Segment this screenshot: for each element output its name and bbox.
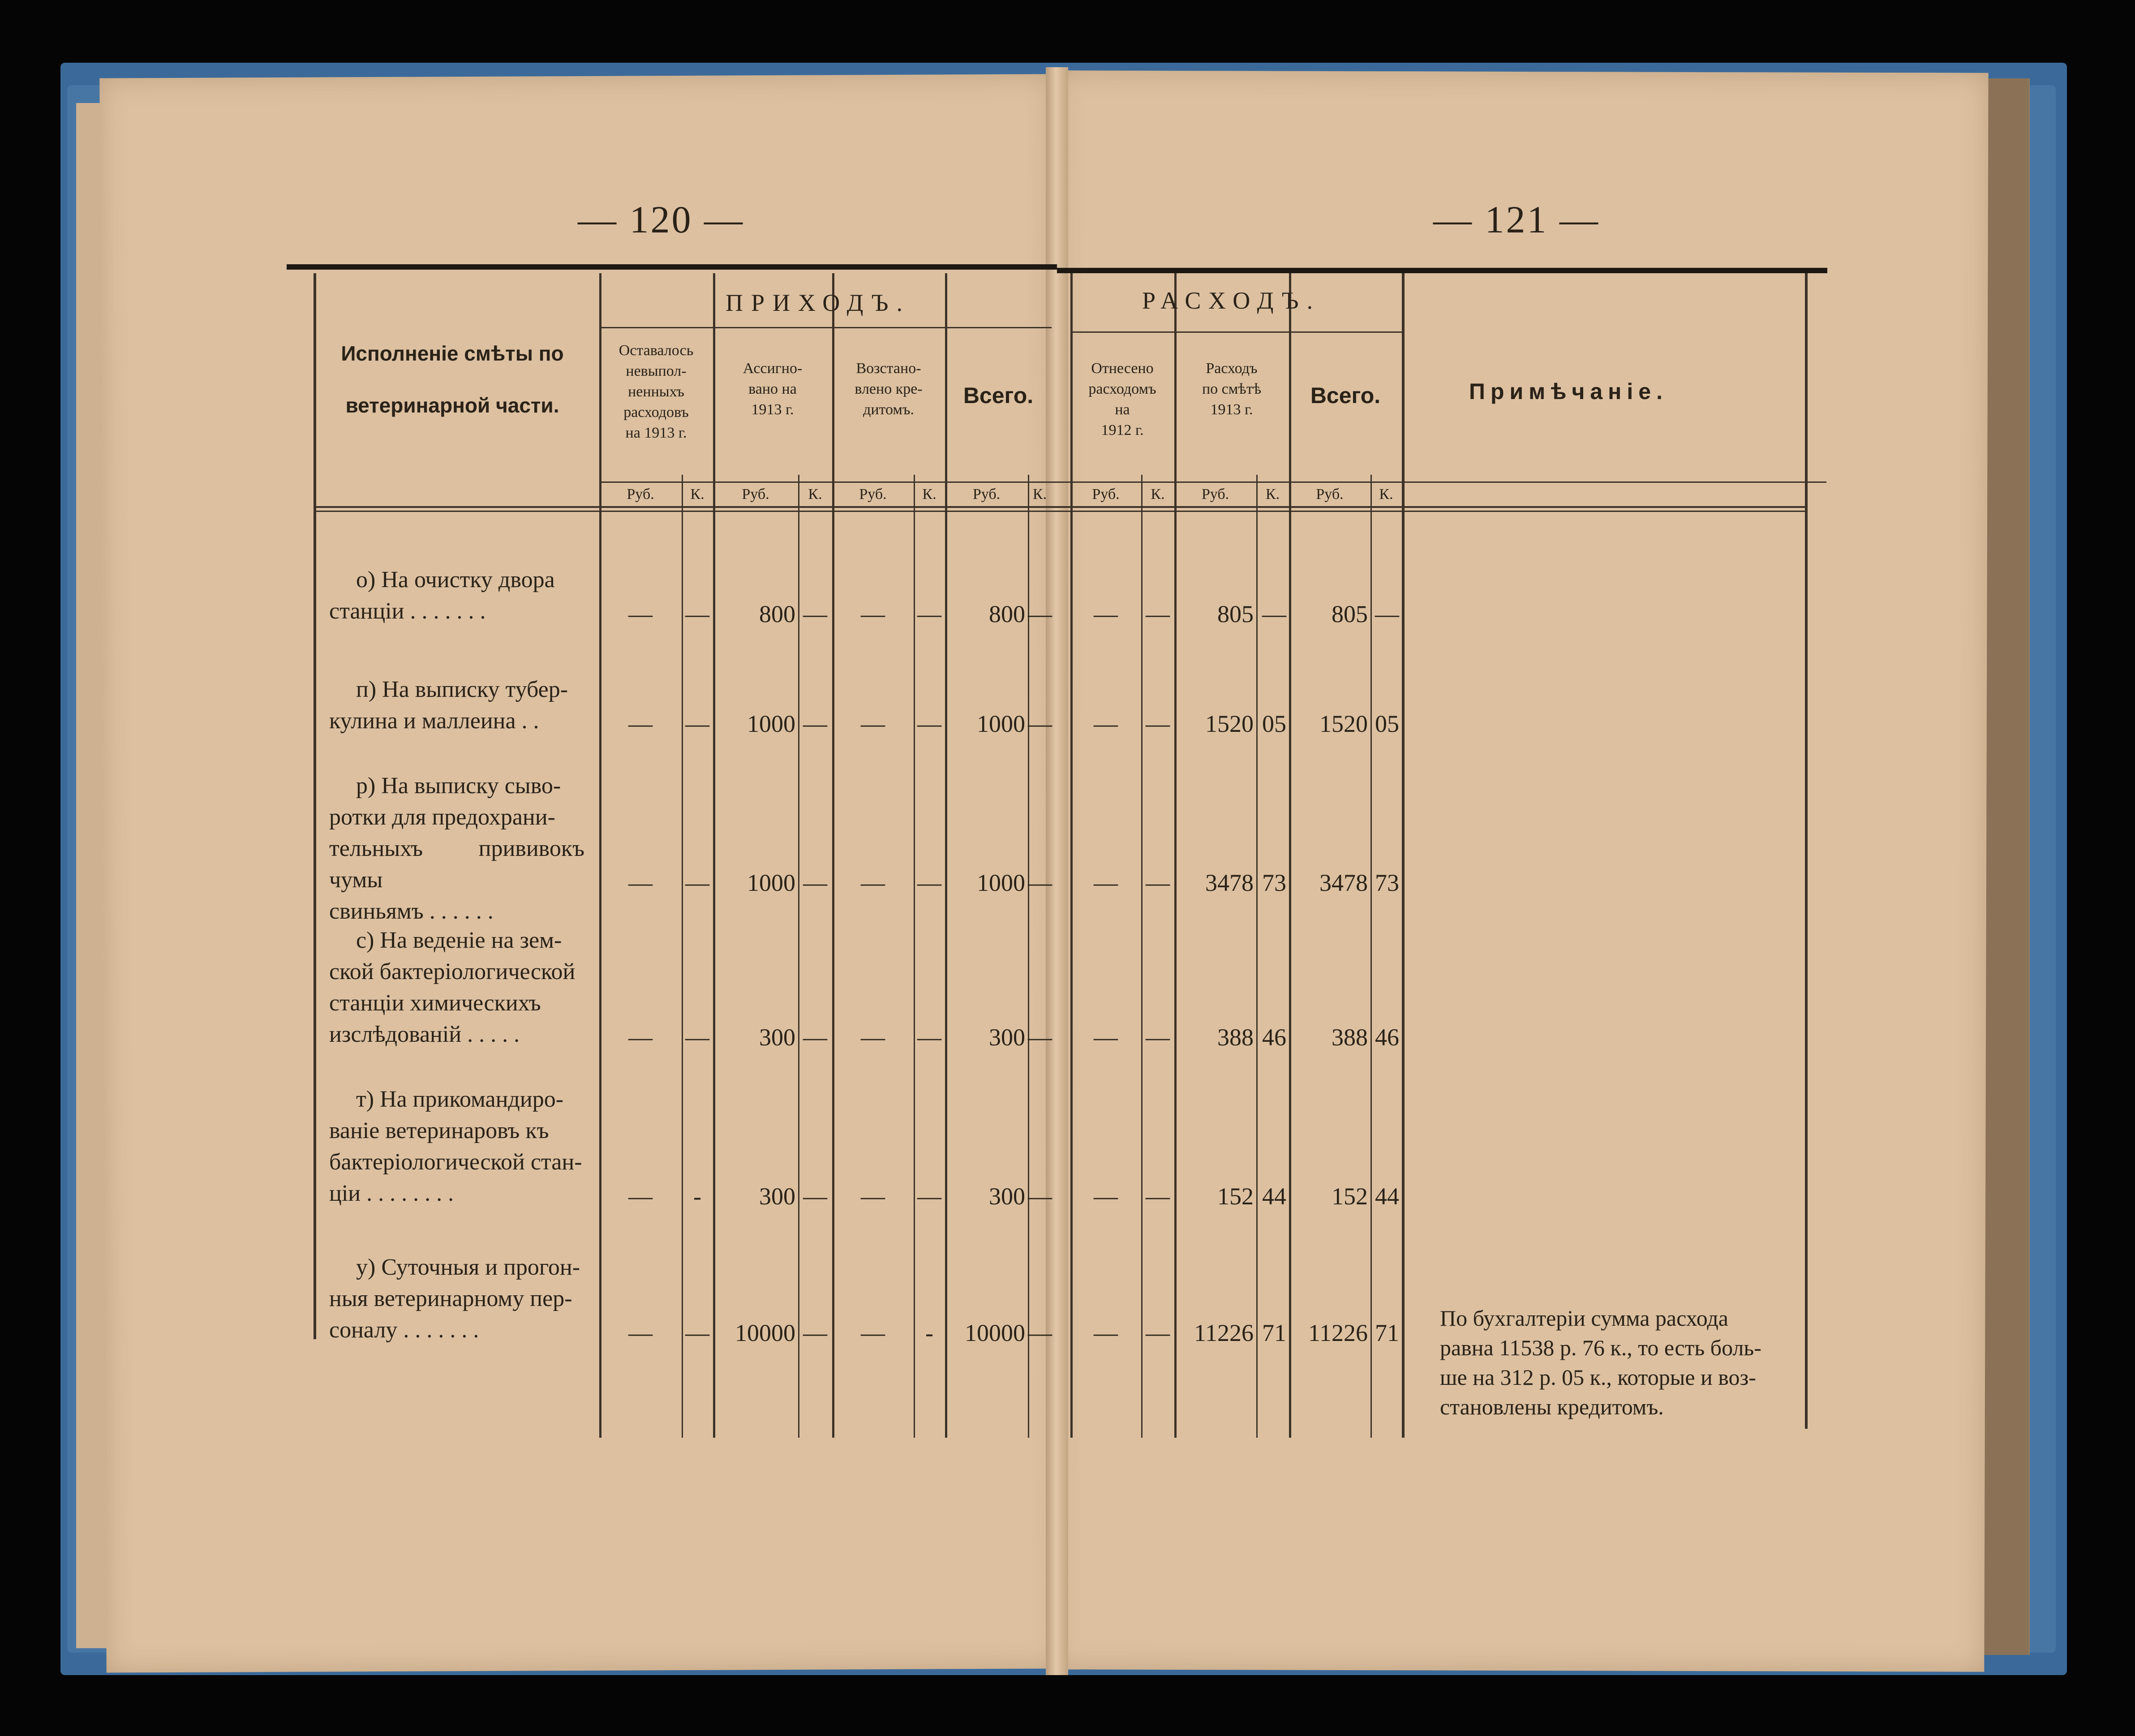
unit-rub: Руб. — [1092, 486, 1120, 503]
unit-rub: Руб. — [859, 486, 887, 503]
cell-expense-total-k: 71 — [1375, 1319, 1399, 1346]
unit-kop: К. — [690, 486, 705, 503]
row-label-line: станціи . . . . . . . — [329, 598, 486, 624]
cell-expense-spent: 3478 — [1205, 869, 1254, 896]
cell-expense-spent: 11226 — [1194, 1319, 1254, 1346]
column-header-line: Расходъ — [1206, 360, 1258, 377]
remark-note-line: По бухгалтеріи сумма расхода — [1440, 1306, 1728, 1331]
page-number-left: — 120 — — [578, 198, 744, 241]
row-label-line: свиньямъ . . . . . . — [329, 898, 494, 924]
remark-note-line: становлены кредитомъ. — [1440, 1394, 1664, 1419]
cell-income-total: 300 — [989, 1183, 1025, 1210]
cell-expense-total: 152 — [1332, 1183, 1368, 1210]
unit-kop: К. — [1379, 486, 1393, 503]
cell-expense-spent-k: 05 — [1262, 710, 1286, 737]
cell-expense-carried-k: — — [1146, 869, 1170, 896]
grid-horizontal-line — [599, 481, 1826, 483]
grid-vertical-line — [713, 273, 715, 1438]
remark-heading: Примѣчаніе. — [1469, 379, 1668, 404]
row-label-line: ныя ветеринарному пер- — [329, 1286, 572, 1311]
remark-note-line: равна 11538 р. 76 к., то есть боль- — [1440, 1335, 1761, 1360]
column-header — [599, 340, 713, 443]
cell-expense-spent-k: 46 — [1262, 1024, 1286, 1051]
cell-income-restored: — — [861, 1024, 885, 1051]
cell-income-restored-k: — — [917, 1183, 941, 1210]
column-header-line: Всего. — [1310, 383, 1381, 408]
column-header-line: дитомъ. — [863, 401, 914, 418]
cell-expense-spent-k: 73 — [1262, 869, 1286, 896]
cell-income-remaining-k: — — [685, 601, 709, 627]
row-label-line: ской бактеріологической — [329, 959, 576, 984]
column-header — [713, 358, 832, 420]
column-header-line: расходовъ — [623, 404, 689, 421]
cell-expense-total-k: 05 — [1375, 710, 1399, 737]
cell-expense-total-k: — — [1375, 601, 1399, 627]
grid-horizontal-line — [314, 506, 1805, 508]
cell-income-total-k: — — [1028, 1319, 1052, 1346]
cell-expense-carried-k: — — [1146, 1024, 1170, 1051]
row-label — [329, 674, 584, 737]
cell-income-total: 1000 — [977, 710, 1025, 737]
cell-income-remaining: — — [628, 601, 653, 627]
column-header-line: влено кре- — [855, 381, 923, 397]
row-label-line: с) На веденіе на зем- — [356, 928, 562, 953]
cell-income-total: 1000 — [977, 869, 1025, 896]
cell-income-restored: — — [861, 869, 885, 896]
cell-income-restored-k: — — [917, 601, 941, 627]
column-header-line: 1913 г. — [751, 401, 794, 418]
grid-vertical-line — [1402, 273, 1405, 1438]
grid-horizontal-line — [1070, 331, 1402, 333]
unit-rub: Руб. — [1316, 486, 1344, 503]
cell-expense-carried: — — [1094, 710, 1118, 737]
grid-vertical-line — [1174, 273, 1177, 1438]
row-label-line: р) На выписку сыво- — [356, 773, 561, 799]
cell-income-remaining: — — [628, 869, 653, 896]
remark-note-line: ше на 312 р. 05 к., которые и воз- — [1440, 1365, 1756, 1390]
remark-note — [1440, 1303, 1798, 1422]
row-label-line: бактеріологической стан- — [329, 1149, 582, 1175]
row-label-line: кулина и маллеина . . — [329, 708, 539, 734]
grid-horizontal-line — [314, 511, 1805, 512]
column-header — [1070, 358, 1174, 441]
column-header-line: Ассигно- — [743, 360, 803, 377]
row-label — [329, 770, 584, 927]
cell-expense-total-k: 46 — [1375, 1024, 1399, 1051]
cell-expense-spent: 388 — [1217, 1024, 1254, 1051]
cell-expense-carried-k: — — [1146, 710, 1170, 737]
cell-income-restored-k: - — [925, 1319, 933, 1346]
table-title-line-2: ветеринарной части. — [345, 394, 559, 417]
cell-expense-total: 11226 — [1308, 1319, 1368, 1346]
unit-rub: Руб. — [627, 486, 654, 503]
cell-expense-carried-k: — — [1146, 601, 1170, 627]
cell-expense-spent: 1520 — [1205, 710, 1254, 737]
grid-vertical-line — [1289, 273, 1291, 1438]
row-label-line: т) На прикомандиро- — [356, 1087, 564, 1112]
cell-income-restored: — — [861, 601, 885, 627]
column-header-line: Всего. — [963, 383, 1034, 408]
column-header-line: Возстано- — [856, 360, 921, 377]
income-group-heading: ПРИХОДЪ. — [726, 289, 911, 316]
cell-income-total-k: — — [1028, 1024, 1052, 1051]
cell-income-total: 300 — [989, 1024, 1025, 1051]
unit-kop: К. — [1265, 486, 1280, 503]
cell-income-remaining-k: - — [693, 1183, 701, 1210]
row-label-line: у) Суточныя и прогон- — [356, 1255, 580, 1280]
cell-income-restored-k: — — [917, 710, 941, 737]
cell-expense-spent-k: 44 — [1262, 1183, 1286, 1210]
cell-expense-carried-k: — — [1146, 1183, 1170, 1210]
row-label-line: о) На очистку двора — [356, 567, 555, 593]
cell-income-assigned: 300 — [759, 1024, 795, 1051]
cell-expense-total: 388 — [1332, 1024, 1368, 1051]
column-header — [945, 385, 1052, 406]
cell-income-assigned: 1000 — [747, 869, 795, 896]
unit-kop: К. — [922, 486, 936, 503]
cell-income-assigned: 10000 — [735, 1319, 795, 1346]
cell-expense-total-k: 73 — [1375, 869, 1399, 896]
cell-income-assigned: 300 — [759, 1183, 795, 1210]
cell-expense-total: 3478 — [1319, 869, 1368, 896]
cell-income-remaining: — — [628, 1183, 653, 1210]
cell-income-total-k: — — [1028, 710, 1052, 737]
column-header-line: Отнесено — [1091, 360, 1154, 377]
cell-income-total-k: — — [1028, 601, 1052, 627]
cell-expense-carried-k: — — [1146, 1319, 1170, 1346]
cell-income-total-k: — — [1028, 869, 1052, 896]
cell-income-assigned-k: — — [803, 1183, 827, 1210]
top-rule-right — [1057, 268, 1827, 273]
row-label-line: изслѣдованій . . . . . — [329, 1022, 520, 1047]
cell-income-restored: — — [861, 1183, 885, 1210]
column-header-line: расходомъ — [1088, 381, 1156, 397]
cell-income-total: 800 — [989, 601, 1025, 627]
cell-income-assigned-k: — — [803, 1319, 827, 1346]
row-label — [329, 925, 584, 1050]
cell-income-assigned-k: — — [803, 710, 827, 737]
column-header-line: 1913 г. — [1210, 401, 1253, 418]
cell-income-assigned-k: — — [803, 601, 827, 627]
cell-income-remaining-k: — — [685, 710, 709, 737]
grid-vertical-line — [314, 273, 316, 1339]
cell-expense-carried: — — [1094, 1024, 1118, 1051]
row-label — [329, 1252, 584, 1346]
cell-income-restored: — — [861, 710, 885, 737]
column-header-line: вано на — [748, 381, 797, 397]
column-header-line: по смѣтѣ — [1202, 381, 1262, 397]
column-header — [1289, 385, 1402, 406]
cell-income-assigned: 1000 — [747, 710, 795, 737]
column-header-line: невыпол- — [626, 363, 687, 379]
row-label-line: ваніе ветеринаровъ къ — [329, 1118, 549, 1143]
table-title-line-1: Исполненіе смѣты по — [341, 342, 564, 365]
column-header — [1174, 358, 1289, 420]
cell-expense-spent: 805 — [1217, 601, 1254, 627]
row-label-line: ротки для предохрани- — [329, 804, 555, 830]
cell-income-assigned: 800 — [759, 601, 795, 627]
row-label — [329, 1084, 584, 1209]
grid-vertical-line — [1805, 273, 1808, 1429]
cell-income-restored-k: — — [917, 1024, 941, 1051]
column-header-line: на — [1115, 401, 1130, 418]
cell-income-remaining-k: — — [685, 1319, 709, 1346]
cell-income-total-k: — — [1028, 1183, 1052, 1210]
cell-expense-carried: — — [1094, 601, 1118, 627]
row-label-line: тельныхъ прививокъ чумы — [329, 836, 584, 893]
cell-income-total: 10000 — [965, 1319, 1025, 1346]
grid-vertical-line — [832, 273, 834, 1438]
unit-rub: Руб. — [742, 486, 769, 503]
row-label-line: п) На выписку тубер- — [356, 677, 568, 702]
cell-expense-carried: — — [1094, 1183, 1118, 1210]
row-label — [329, 564, 584, 627]
row-label-line: ціи . . . . . . . . — [329, 1181, 454, 1206]
cell-income-remaining-k: — — [685, 869, 709, 896]
cell-expense-spent: 152 — [1217, 1183, 1254, 1210]
unit-kop: К. — [1032, 486, 1047, 503]
column-header-line: ненныхъ — [628, 383, 684, 400]
column-header-line: 1912 г. — [1101, 422, 1144, 438]
cell-expense-carried: — — [1094, 869, 1118, 896]
row-label-line: станціи химическихъ — [329, 990, 541, 1016]
cell-expense-total: 805 — [1332, 601, 1368, 627]
cell-expense-total: 1520 — [1319, 710, 1368, 737]
cell-income-assigned-k: — — [803, 869, 827, 896]
unit-kop: К. — [1151, 486, 1165, 503]
column-header-line: на 1913 г. — [625, 425, 687, 441]
grid-vertical-line — [945, 273, 947, 1438]
cell-expense-spent-k: 71 — [1262, 1319, 1286, 1346]
grid-vertical-line — [599, 273, 601, 1438]
row-label-line: соналу . . . . . . . — [329, 1317, 479, 1343]
cell-income-remaining: — — [628, 1024, 653, 1051]
cell-income-restored: — — [861, 1319, 885, 1346]
unit-kop: К. — [808, 486, 822, 503]
column-header — [832, 358, 945, 420]
cell-income-remaining: — — [628, 1319, 653, 1346]
table-title — [314, 340, 591, 418]
cell-income-assigned-k: — — [803, 1024, 827, 1051]
grid-horizontal-line — [599, 327, 1052, 328]
cell-income-remaining: — — [628, 710, 653, 737]
cell-income-remaining-k: — — [685, 1024, 709, 1051]
unit-rub: Руб. — [972, 486, 1001, 503]
cell-expense-spent-k: — — [1262, 601, 1286, 627]
cell-expense-total-k: 44 — [1375, 1183, 1399, 1210]
grid-vertical-line — [1070, 273, 1073, 1438]
expense-group-heading: РАСХОДЪ. — [1142, 287, 1321, 314]
page-number-right: — 121 — — [1433, 198, 1600, 241]
unit-rub: Руб. — [1201, 486, 1229, 503]
top-rule-left — [287, 264, 1057, 270]
column-header-line: Оставалось — [619, 342, 694, 359]
cell-expense-carried: — — [1094, 1319, 1118, 1346]
cell-income-restored-k: — — [917, 869, 941, 896]
